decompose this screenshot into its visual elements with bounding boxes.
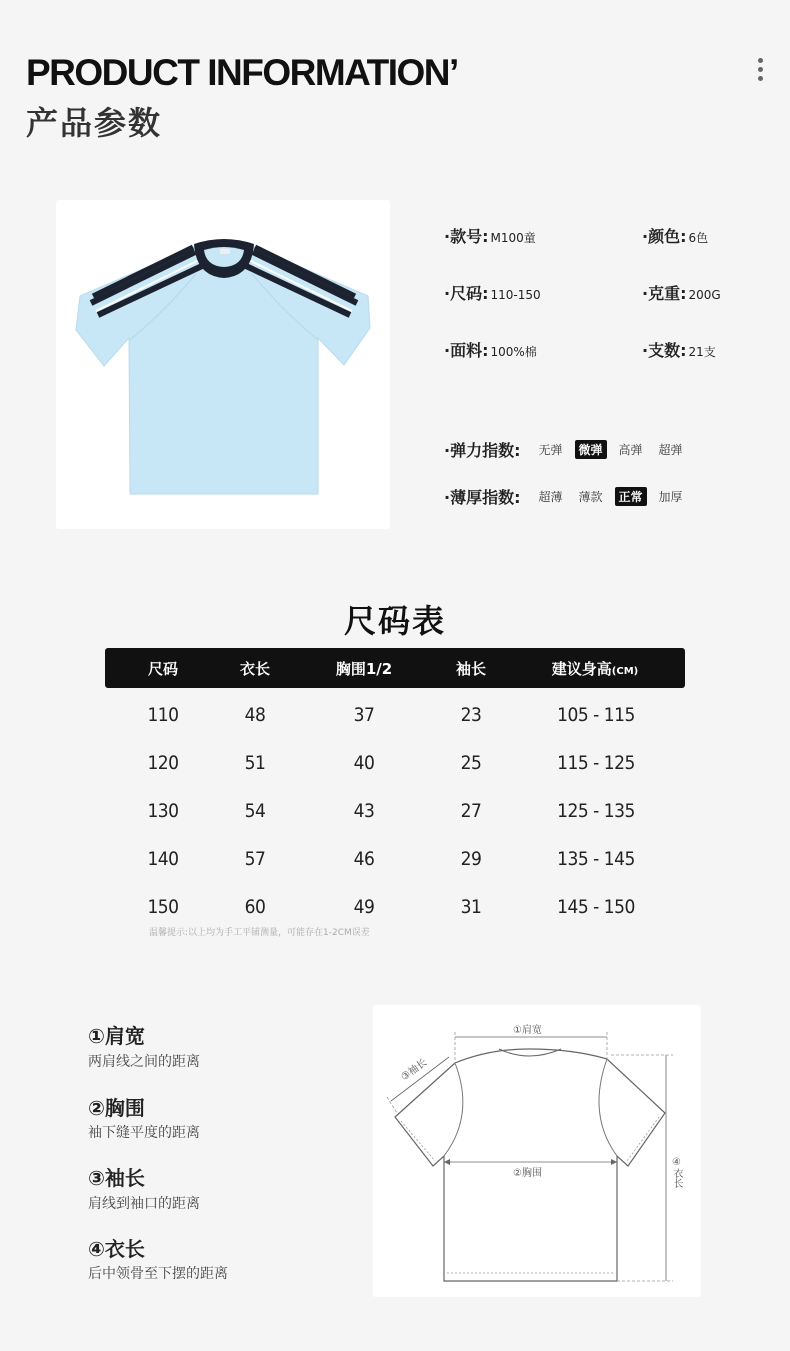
header-size: 尺码 bbox=[147, 660, 179, 678]
table-cell: 51 bbox=[244, 752, 266, 774]
diagram-label-length: ④衣长 bbox=[671, 1157, 682, 1188]
table-cell: 29 bbox=[460, 848, 482, 870]
legend-title-shoulder: ①肩宽 bbox=[88, 1024, 145, 1048]
legend-desc-length: 后中领骨至下摆的距离 bbox=[88, 1266, 228, 1282]
diagram-label-shoulder: ①肩宽 bbox=[513, 1025, 542, 1036]
header-sleeve: 袖长 bbox=[455, 660, 487, 678]
table-cell: 145 - 150 bbox=[557, 896, 635, 918]
spec-label: ·颜色: bbox=[642, 227, 687, 246]
measurement-note: 温馨提示:以上均为手工平铺测量，可能存在1-2CM误差 bbox=[149, 928, 370, 938]
spec-label: ·克重: bbox=[642, 284, 687, 303]
thickness-option-selected: 正常 bbox=[615, 487, 647, 506]
legend-title-length: ④衣长 bbox=[88, 1237, 145, 1261]
table-cell: 27 bbox=[460, 800, 482, 822]
thickness-option: 加厚 bbox=[658, 490, 683, 504]
table-cell: 130 bbox=[147, 800, 179, 822]
elasticity-option: 无弹 bbox=[538, 443, 563, 457]
legend-desc-shoulder: 两肩线之间的距离 bbox=[88, 1054, 200, 1070]
table-cell: 46 bbox=[353, 848, 375, 870]
spec-color bbox=[642, 224, 708, 247]
table-cell: 135 - 145 bbox=[557, 848, 635, 870]
table-cell: 57 bbox=[244, 848, 266, 870]
table-cell: 140 bbox=[147, 848, 179, 870]
thickness-option: 薄款 bbox=[578, 490, 603, 504]
elasticity-scale bbox=[444, 438, 687, 461]
spec-value: 100%棉 bbox=[490, 345, 537, 359]
spec-label: ·面料: bbox=[444, 341, 489, 360]
spec-value: M100童 bbox=[490, 231, 536, 245]
table-cell: 105 - 115 bbox=[557, 704, 635, 726]
header-height-label: 建议身高 bbox=[551, 660, 612, 678]
spec-value: 110-150 bbox=[490, 288, 541, 302]
legend-desc-chest: 袖下缝平度的距离 bbox=[88, 1125, 200, 1141]
size-table-title: 尺码表 bbox=[343, 602, 446, 640]
table-cell: 40 bbox=[353, 752, 375, 774]
tshirt-outline-diagram bbox=[373, 1005, 701, 1297]
spec-fabric bbox=[444, 338, 537, 361]
table-cell: 54 bbox=[244, 800, 266, 822]
size-table-header bbox=[105, 648, 685, 688]
page-title-en: PRODUCT INFORMATION’ bbox=[26, 52, 458, 93]
tshirt-image bbox=[56, 200, 390, 529]
table-cell: 37 bbox=[353, 704, 375, 726]
spec-size bbox=[444, 281, 541, 304]
elasticity-option-selected: 微弹 bbox=[575, 440, 607, 459]
table-cell: 49 bbox=[353, 896, 375, 918]
table-cell: 115 - 125 bbox=[557, 752, 635, 774]
thickness-scale bbox=[444, 485, 687, 508]
spec-label: ·支数: bbox=[642, 341, 687, 360]
header-chest: 胸围1/2 bbox=[335, 660, 393, 678]
thickness-option: 超薄 bbox=[538, 490, 563, 504]
table-cell: 110 bbox=[147, 704, 179, 726]
spec-weight bbox=[642, 281, 721, 304]
product-image-card bbox=[56, 200, 390, 529]
table-cell: 120 bbox=[147, 752, 179, 774]
more-options-icon[interactable] bbox=[754, 58, 766, 84]
spec-label: ·尺码: bbox=[444, 284, 489, 303]
legend-title-chest: ②胸围 bbox=[88, 1096, 145, 1120]
spec-value: 200G bbox=[688, 288, 721, 302]
table-cell: 125 - 135 bbox=[557, 800, 635, 822]
spec-style-no bbox=[444, 224, 536, 247]
legend-desc-sleeve: 肩线到袖口的距离 bbox=[88, 1196, 200, 1212]
table-cell: 31 bbox=[460, 896, 482, 918]
table-cell: 25 bbox=[460, 752, 482, 774]
spec-yarn-count bbox=[642, 338, 716, 361]
diagram-label-chest: ②胸围 bbox=[513, 1168, 542, 1179]
elasticity-option: 超弹 bbox=[658, 443, 683, 457]
table-cell: 43 bbox=[353, 800, 375, 822]
table-cell: 48 bbox=[244, 704, 266, 726]
elasticity-label: ·弹力指数: bbox=[444, 441, 521, 460]
header-height-unit: (CM) bbox=[611, 666, 639, 677]
spec-label: ·款号: bbox=[444, 227, 489, 246]
measurement-diagram-card bbox=[373, 1005, 701, 1297]
header-height bbox=[552, 658, 638, 679]
table-cell: 60 bbox=[244, 896, 266, 918]
spec-value: 6色 bbox=[688, 231, 709, 245]
table-cell: 150 bbox=[147, 896, 179, 918]
diagram-label-sleeve: ③袖长 bbox=[399, 1057, 430, 1084]
elasticity-option: 高弹 bbox=[618, 443, 643, 457]
header-length: 衣长 bbox=[239, 660, 271, 678]
table-cell: 23 bbox=[460, 704, 482, 726]
legend-title-sleeve: ③袖长 bbox=[88, 1166, 145, 1190]
spec-value: 21支 bbox=[688, 345, 716, 359]
thickness-label: ·薄厚指数: bbox=[444, 488, 521, 507]
page-title-cn: 产品参数 bbox=[26, 104, 163, 142]
